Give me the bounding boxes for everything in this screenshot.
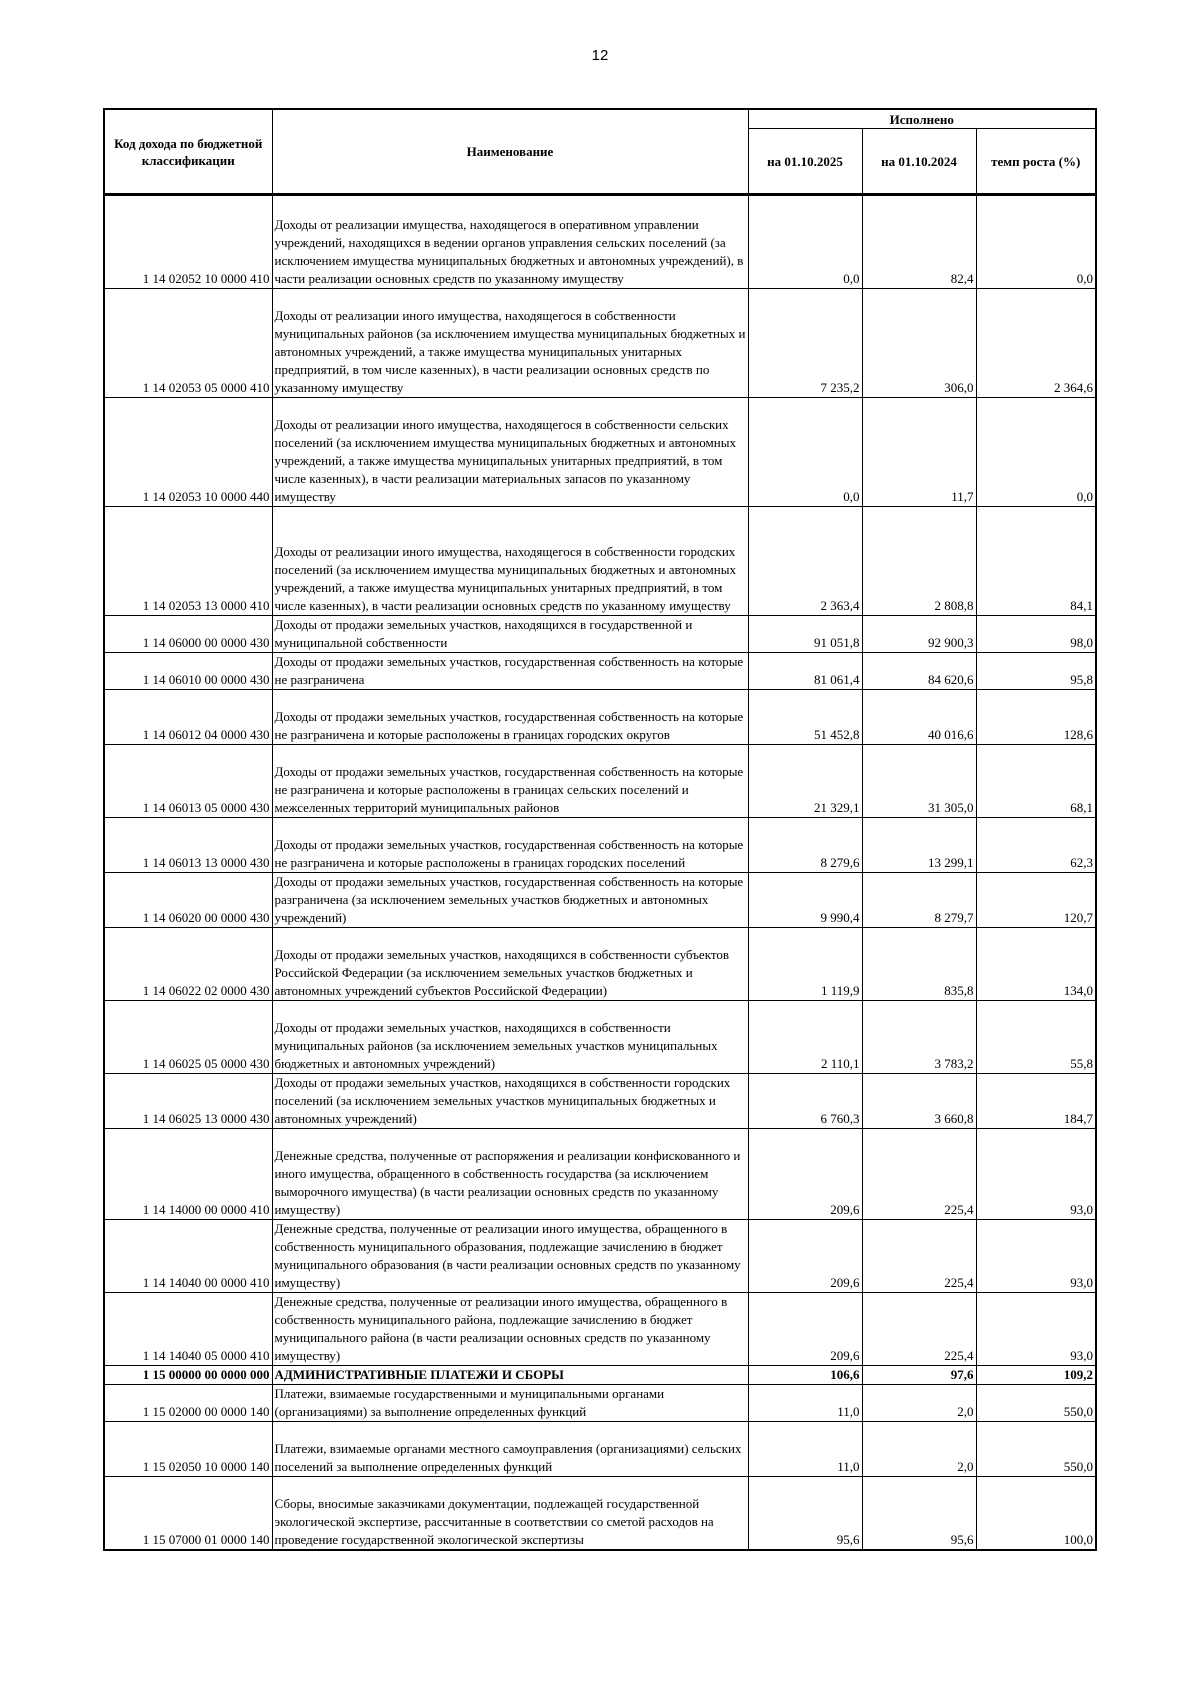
- growth-cell: 93,0: [976, 1129, 1096, 1220]
- name-cell: Доходы от продажи земельных участков, находящихся в собственности муниципальных районов (за исключением земельных участков муниципальных бюджетных и автономных учреждений): [272, 1001, 748, 1074]
- value-2024-cell: 8 279,7: [862, 873, 976, 928]
- code-cell: 1 14 06013 13 0000 430: [104, 818, 272, 873]
- table-header: [104, 109, 1096, 195]
- name-cell: Доходы от продажи земельных участков, государственная собственность на которые разграничена (за исключением земельных участков бюджетных и автономных учреждений): [272, 873, 748, 928]
- value-2024-cell: 84 620,6: [862, 653, 976, 690]
- table-row: [104, 1293, 1096, 1366]
- code-cell: 1 14 06010 00 0000 430: [104, 653, 272, 690]
- growth-cell: 2 364,6: [976, 289, 1096, 398]
- growth-cell: 62,3: [976, 818, 1096, 873]
- name-cell: Доходы от продажи земельных участков, находящихся в собственности субъектов Российской Федерации (за исключением земельных участков бюджетных и автономных учреждений субъектов Российской Федерации): [272, 928, 748, 1001]
- name-cell: Доходы от продажи земельных участков, государственная собственность на которые не разграничена и которые расположены в границах городских округов: [272, 690, 748, 745]
- code-cell: 1 14 02052 10 0000 410: [104, 195, 272, 289]
- table-row: [104, 1422, 1096, 1477]
- code-cell: 1 15 02050 10 0000 140: [104, 1422, 272, 1477]
- growth-cell: 0,0: [976, 398, 1096, 507]
- growth-cell: 68,1: [976, 745, 1096, 818]
- value-2024-cell: 97,6: [862, 1366, 976, 1385]
- value-2024-cell: 306,0: [862, 289, 976, 398]
- name-cell: Доходы от реализации иного имущества, находящегося в собственности городских поселений (за исключением имущества муниципальных бюджетных и автономных учреждений, а также имущества муниципальных унитарных предприятий, в том числе казенных), в части реализации основных средств по указанному имуществу: [272, 507, 748, 616]
- header-col-2025: на 01.10.2025: [748, 129, 862, 195]
- value-2025-cell: 11,0: [748, 1422, 862, 1477]
- code-cell: 1 14 02053 05 0000 410: [104, 289, 272, 398]
- table-row: [104, 745, 1096, 818]
- name-cell: Доходы от реализации иного имущества, находящегося в собственности сельских поселений (за исключением имущества муниципальных бюджетных и автономных учреждений, а также имущества муниципальных унитарных предприятий, в том числе казенных), в части реализации материальных запасов по указанному имуществу: [272, 398, 748, 507]
- value-2024-cell: 225,4: [862, 1293, 976, 1366]
- growth-cell: 0,0: [976, 195, 1096, 289]
- growth-cell: 550,0: [976, 1385, 1096, 1422]
- name-cell: Сборы, вносимые заказчиками документации, подлежащей государственной экологической экспертизе, рассчитанные в соответствии со сметой расходов на проведение государственной экологической экспертизы: [272, 1477, 748, 1550]
- table-row: [104, 873, 1096, 928]
- growth-cell: 134,0: [976, 928, 1096, 1001]
- name-cell: Доходы от реализации имущества, находящегося в оперативном управлении учреждений, находящихся в ведении органов управления сельских поселений (за исключением имущества муниципальных бюджетных и автономных учреждений), в части реализации основных средств по указанному имуществу: [272, 195, 748, 289]
- growth-cell: 120,7: [976, 873, 1096, 928]
- header-col-2024: на 01.10.2024: [862, 129, 976, 195]
- name-cell: Доходы от продажи земельных участков, государственная собственность на которые не разграничена: [272, 653, 748, 690]
- code-cell: 1 15 07000 01 0000 140: [104, 1477, 272, 1550]
- value-2024-cell: 31 305,0: [862, 745, 976, 818]
- code-cell: 1 14 02053 13 0000 410: [104, 507, 272, 616]
- value-2024-cell: 82,4: [862, 195, 976, 289]
- value-2025-cell: 209,6: [748, 1293, 862, 1366]
- growth-cell: 93,0: [976, 1293, 1096, 1366]
- code-cell: 1 14 06025 05 0000 430: [104, 1001, 272, 1074]
- name-cell: Платежи, взимаемые органами местного самоуправления (организациями) сельских поселений за выполнение определенных функций: [272, 1422, 748, 1477]
- table-row: [104, 1477, 1096, 1550]
- code-cell: 1 14 02053 10 0000 440: [104, 398, 272, 507]
- value-2024-cell: 92 900,3: [862, 616, 976, 653]
- growth-cell: 109,2: [976, 1366, 1096, 1385]
- value-2025-cell: 95,6: [748, 1477, 862, 1550]
- value-2025-cell: 8 279,6: [748, 818, 862, 873]
- name-cell: Платежи, взимаемые государственными и муниципальными органами (организациями) за выполнение определенных функций: [272, 1385, 748, 1422]
- value-2024-cell: 225,4: [862, 1129, 976, 1220]
- table-row: [104, 616, 1096, 653]
- table-row: [104, 1385, 1096, 1422]
- value-2024-cell: 2,0: [862, 1385, 976, 1422]
- code-cell: 1 15 00000 00 0000 000: [104, 1366, 272, 1385]
- header-col-growth: темп роста (%): [976, 129, 1096, 195]
- name-cell: Доходы от продажи земельных участков, находящихся в собственности городских поселений (за исключением земельных участков муниципальных бюджетных и автономных учреждений): [272, 1074, 748, 1129]
- name-cell: Доходы от реализации иного имущества, находящегося в собственности муниципальных районов (за исключением имущества муниципальных бюджетных и автономных учреждений, а также имущества муниципальных унитарных предприятий, в том числе казенных), в части реализации основных средств по указанному имуществу: [272, 289, 748, 398]
- value-2025-cell: 11,0: [748, 1385, 862, 1422]
- value-2025-cell: 2 363,4: [748, 507, 862, 616]
- growth-cell: 84,1: [976, 507, 1096, 616]
- value-2025-cell: 7 235,2: [748, 289, 862, 398]
- growth-cell: 184,7: [976, 1074, 1096, 1129]
- revenue-table: [103, 108, 1097, 1551]
- value-2024-cell: 225,4: [862, 1220, 976, 1293]
- table-row: [104, 653, 1096, 690]
- value-2025-cell: 81 061,4: [748, 653, 862, 690]
- header-name: Наименование: [272, 109, 748, 195]
- value-2024-cell: 3 660,8: [862, 1074, 976, 1129]
- name-cell: Доходы от продажи земельных участков, находящихся в государственной и муниципальной собственности: [272, 616, 748, 653]
- table-row: [104, 1220, 1096, 1293]
- value-2024-cell: 11,7: [862, 398, 976, 507]
- table-row: [104, 1129, 1096, 1220]
- code-cell: 1 14 06000 00 0000 430: [104, 616, 272, 653]
- value-2024-cell: 835,8: [862, 928, 976, 1001]
- table-row: [104, 507, 1096, 616]
- header-executed: Исполнено: [748, 109, 1096, 129]
- value-2024-cell: 40 016,6: [862, 690, 976, 745]
- value-2025-cell: 6 760,3: [748, 1074, 862, 1129]
- name-cell: АДМИНИСТРАТИВНЫЕ ПЛАТЕЖИ И СБОРЫ: [272, 1366, 748, 1385]
- growth-cell: 550,0: [976, 1422, 1096, 1477]
- code-cell: 1 15 02000 00 0000 140: [104, 1385, 272, 1422]
- growth-cell: 128,6: [976, 690, 1096, 745]
- value-2025-cell: 9 990,4: [748, 873, 862, 928]
- value-2025-cell: 21 329,1: [748, 745, 862, 818]
- table-row: [104, 398, 1096, 507]
- code-cell: 1 14 06025 13 0000 430: [104, 1074, 272, 1129]
- table-row: [104, 289, 1096, 398]
- table-row: [104, 1366, 1096, 1385]
- growth-cell: 95,8: [976, 653, 1096, 690]
- header-code: Код дохода по бюджетной классификации: [104, 109, 272, 195]
- value-2025-cell: 209,6: [748, 1129, 862, 1220]
- page-number: 12: [591, 47, 609, 64]
- value-2024-cell: 3 783,2: [862, 1001, 976, 1074]
- name-cell: Доходы от продажи земельных участков, государственная собственность на которые не разграничена и которые расположены в границах сельских поселений и межселенных территорий муниципальных районов: [272, 745, 748, 818]
- value-2024-cell: 95,6: [862, 1477, 976, 1550]
- value-2025-cell: 51 452,8: [748, 690, 862, 745]
- name-cell: Денежные средства, полученные от распоряжения и реализации конфискованного и иного имущества, обращенного в собственность государства (за исключением выморочного имущества) (в части реализации основных средств по указанному имуществу): [272, 1129, 748, 1220]
- code-cell: 1 14 06022 02 0000 430: [104, 928, 272, 1001]
- table-row: [104, 195, 1096, 289]
- growth-cell: 98,0: [976, 616, 1096, 653]
- value-2025-cell: 0,0: [748, 195, 862, 289]
- name-cell: Доходы от продажи земельных участков, государственная собственность на которые не разграничена и которые расположены в границах городских поселений: [272, 818, 748, 873]
- code-cell: 1 14 14000 00 0000 410: [104, 1129, 272, 1220]
- growth-cell: 55,8: [976, 1001, 1096, 1074]
- code-cell: 1 14 14040 05 0000 410: [104, 1293, 272, 1366]
- growth-cell: 100,0: [976, 1477, 1096, 1550]
- value-2024-cell: 2,0: [862, 1422, 976, 1477]
- name-cell: Денежные средства, полученные от реализации иного имущества, обращенного в собственность муниципального образования, подлежащие зачислению в бюджет муниципального образования (в части реализации основных средств по указанному имуществу): [272, 1220, 748, 1293]
- growth-cell: 93,0: [976, 1220, 1096, 1293]
- value-2025-cell: 1 119,9: [748, 928, 862, 1001]
- table-row: [104, 690, 1096, 745]
- table-row: [104, 928, 1096, 1001]
- value-2024-cell: 2 808,8: [862, 507, 976, 616]
- value-2024-cell: 13 299,1: [862, 818, 976, 873]
- value-2025-cell: 0,0: [748, 398, 862, 507]
- code-cell: 1 14 06013 05 0000 430: [104, 745, 272, 818]
- table-row: [104, 818, 1096, 873]
- name-cell: Денежные средства, полученные от реализации иного имущества, обращенного в собственность муниципального района, подлежащие зачислению в бюджет муниципального района (в части реализации основных средств по указанному имуществу): [272, 1293, 748, 1366]
- value-2025-cell: 2 110,1: [748, 1001, 862, 1074]
- value-2025-cell: 106,6: [748, 1366, 862, 1385]
- table-row: [104, 1074, 1096, 1129]
- value-2025-cell: 91 051,8: [748, 616, 862, 653]
- value-2025-cell: 209,6: [748, 1220, 862, 1293]
- code-cell: 1 14 06020 00 0000 430: [104, 873, 272, 928]
- code-cell: 1 14 14040 00 0000 410: [104, 1220, 272, 1293]
- table-body: [104, 195, 1096, 1550]
- code-cell: 1 14 06012 04 0000 430: [104, 690, 272, 745]
- table-row: [104, 1001, 1096, 1074]
